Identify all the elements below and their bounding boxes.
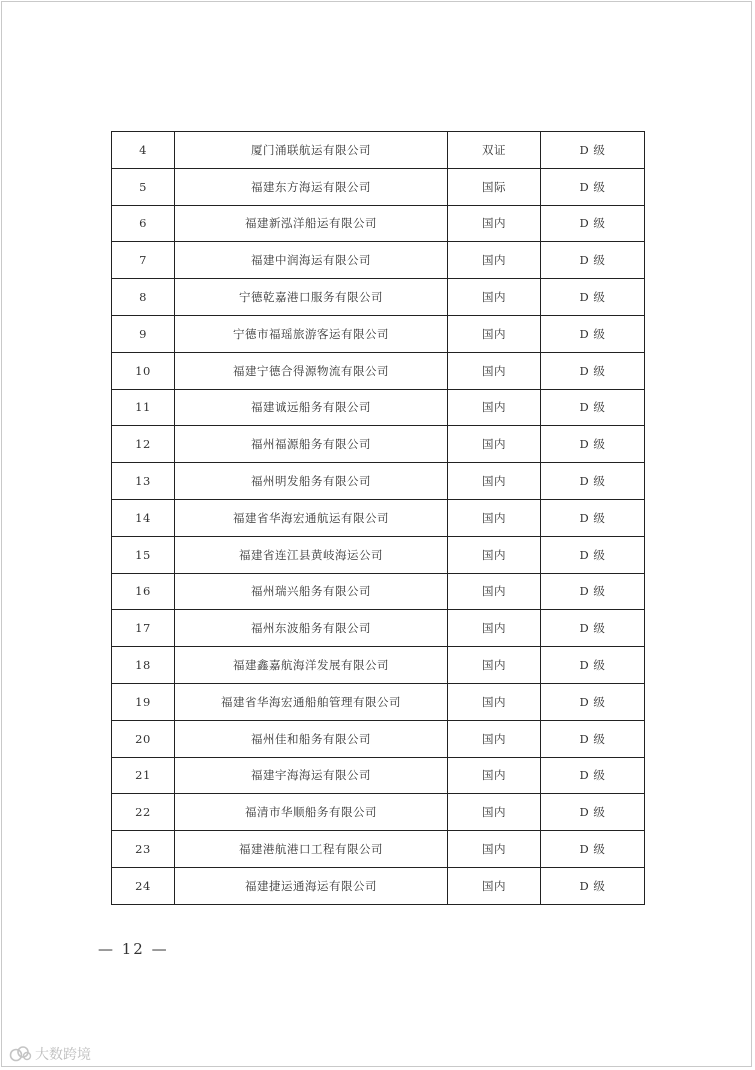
table-row (112, 389, 645, 426)
cell-grade: D 级 (541, 315, 645, 352)
cell-business-type: 国内 (448, 389, 541, 426)
cell-number: 12 (112, 426, 175, 463)
cell-grade: D 级 (541, 757, 645, 794)
cell-business-type: 国内 (448, 499, 541, 536)
cell-company-name: 宁德乾嘉港口服务有限公司 (175, 279, 448, 316)
cell-business-type: 国内 (448, 831, 541, 868)
cell-business-type: 国际 (448, 168, 541, 205)
cell-number: 21 (112, 757, 175, 794)
cell-business-type: 国内 (448, 610, 541, 647)
table-row (112, 536, 645, 573)
cloud-logo-icon (8, 1045, 32, 1063)
watermark-text: 大数跨境 (35, 1047, 91, 1063)
cell-number: 18 (112, 647, 175, 684)
table-row (112, 132, 645, 169)
cell-number: 15 (112, 536, 175, 573)
table-row (112, 352, 645, 389)
page-number: — 12 — (98, 940, 169, 958)
table-row (112, 426, 645, 463)
cell-company-name: 福建诚远船务有限公司 (175, 389, 448, 426)
table-row (112, 610, 645, 647)
cell-number: 20 (112, 720, 175, 757)
table-row (112, 831, 645, 868)
cell-number: 9 (112, 315, 175, 352)
cell-grade: D 级 (541, 867, 645, 904)
cell-business-type: 双证 (448, 132, 541, 169)
cell-business-type: 国内 (448, 242, 541, 279)
cell-company-name: 福建省华海宏通船舶管理有限公司 (175, 683, 448, 720)
cell-business-type: 国内 (448, 647, 541, 684)
cell-business-type: 国内 (448, 867, 541, 904)
cell-grade: D 级 (541, 352, 645, 389)
cell-grade: D 级 (541, 647, 645, 684)
table-row (112, 315, 645, 352)
cell-company-name: 福州福源船务有限公司 (175, 426, 448, 463)
cell-number: 14 (112, 499, 175, 536)
cell-company-name: 福建新泓洋船运有限公司 (175, 205, 448, 242)
cell-company-name: 福建省华海宏通航运有限公司 (175, 499, 448, 536)
table-row (112, 279, 645, 316)
table-row (112, 205, 645, 242)
cell-business-type: 国内 (448, 279, 541, 316)
cell-business-type: 国内 (448, 757, 541, 794)
cell-grade: D 级 (541, 168, 645, 205)
cell-grade: D 级 (541, 389, 645, 426)
cell-grade: D 级 (541, 499, 645, 536)
cell-number: 5 (112, 168, 175, 205)
cell-company-name: 福建宁德合得源物流有限公司 (175, 352, 448, 389)
cell-grade: D 级 (541, 132, 645, 169)
cell-number: 6 (112, 205, 175, 242)
cell-number: 19 (112, 683, 175, 720)
cell-number: 7 (112, 242, 175, 279)
cell-business-type: 国内 (448, 315, 541, 352)
cell-company-name: 福建港航港口工程有限公司 (175, 831, 448, 868)
cell-business-type: 国内 (448, 720, 541, 757)
cell-business-type: 国内 (448, 352, 541, 389)
cell-number: 11 (112, 389, 175, 426)
cell-number: 8 (112, 279, 175, 316)
cell-grade: D 级 (541, 720, 645, 757)
table-row (112, 720, 645, 757)
cell-grade: D 级 (541, 536, 645, 573)
cell-company-name: 福建省连江县黄岐海运公司 (175, 536, 448, 573)
cell-number: 23 (112, 831, 175, 868)
cell-grade: D 级 (541, 426, 645, 463)
cell-number: 4 (112, 132, 175, 169)
cell-company-name: 福清市华顺船务有限公司 (175, 794, 448, 831)
table-row (112, 573, 645, 610)
cell-company-name: 福建鑫嘉航海洋发展有限公司 (175, 647, 448, 684)
table-row (112, 647, 645, 684)
cell-company-name: 福建宇海海运有限公司 (175, 757, 448, 794)
cell-business-type: 国内 (448, 794, 541, 831)
table-row (112, 499, 645, 536)
cell-business-type: 国内 (448, 463, 541, 500)
cell-company-name: 福建捷运通海运有限公司 (175, 867, 448, 904)
cell-company-name: 福建东方海运有限公司 (175, 168, 448, 205)
table-body (112, 132, 645, 905)
cell-number: 24 (112, 867, 175, 904)
company-grade-table (111, 131, 645, 905)
table-row (112, 463, 645, 500)
table-row (112, 794, 645, 831)
cell-grade: D 级 (541, 794, 645, 831)
cell-company-name: 福州东波船务有限公司 (175, 610, 448, 647)
cell-company-name: 厦门涌联航运有限公司 (175, 132, 448, 169)
cell-number: 13 (112, 463, 175, 500)
cell-grade: D 级 (541, 463, 645, 500)
cell-business-type: 国内 (448, 536, 541, 573)
cell-number: 10 (112, 352, 175, 389)
cell-company-name: 福州明发船务有限公司 (175, 463, 448, 500)
cell-grade: D 级 (541, 205, 645, 242)
cell-company-name: 宁德市福瑶旅游客运有限公司 (175, 315, 448, 352)
cell-number: 22 (112, 794, 175, 831)
table-row (112, 867, 645, 904)
cell-business-type: 国内 (448, 683, 541, 720)
cell-company-name: 福州瑞兴船务有限公司 (175, 573, 448, 610)
cell-business-type: 国内 (448, 426, 541, 463)
watermark (8, 1044, 91, 1064)
cell-company-name: 福建中润海运有限公司 (175, 242, 448, 279)
cell-grade: D 级 (541, 573, 645, 610)
cell-grade: D 级 (541, 242, 645, 279)
table-row (112, 683, 645, 720)
cell-number: 17 (112, 610, 175, 647)
table-row (112, 757, 645, 794)
table-row (112, 168, 645, 205)
cell-grade: D 级 (541, 279, 645, 316)
cell-business-type: 国内 (448, 573, 541, 610)
cell-grade: D 级 (541, 683, 645, 720)
cell-number: 16 (112, 573, 175, 610)
cell-company-name: 福州佳和船务有限公司 (175, 720, 448, 757)
cell-business-type: 国内 (448, 205, 541, 242)
table-row (112, 242, 645, 279)
cell-grade: D 级 (541, 831, 645, 868)
cell-grade: D 级 (541, 610, 645, 647)
